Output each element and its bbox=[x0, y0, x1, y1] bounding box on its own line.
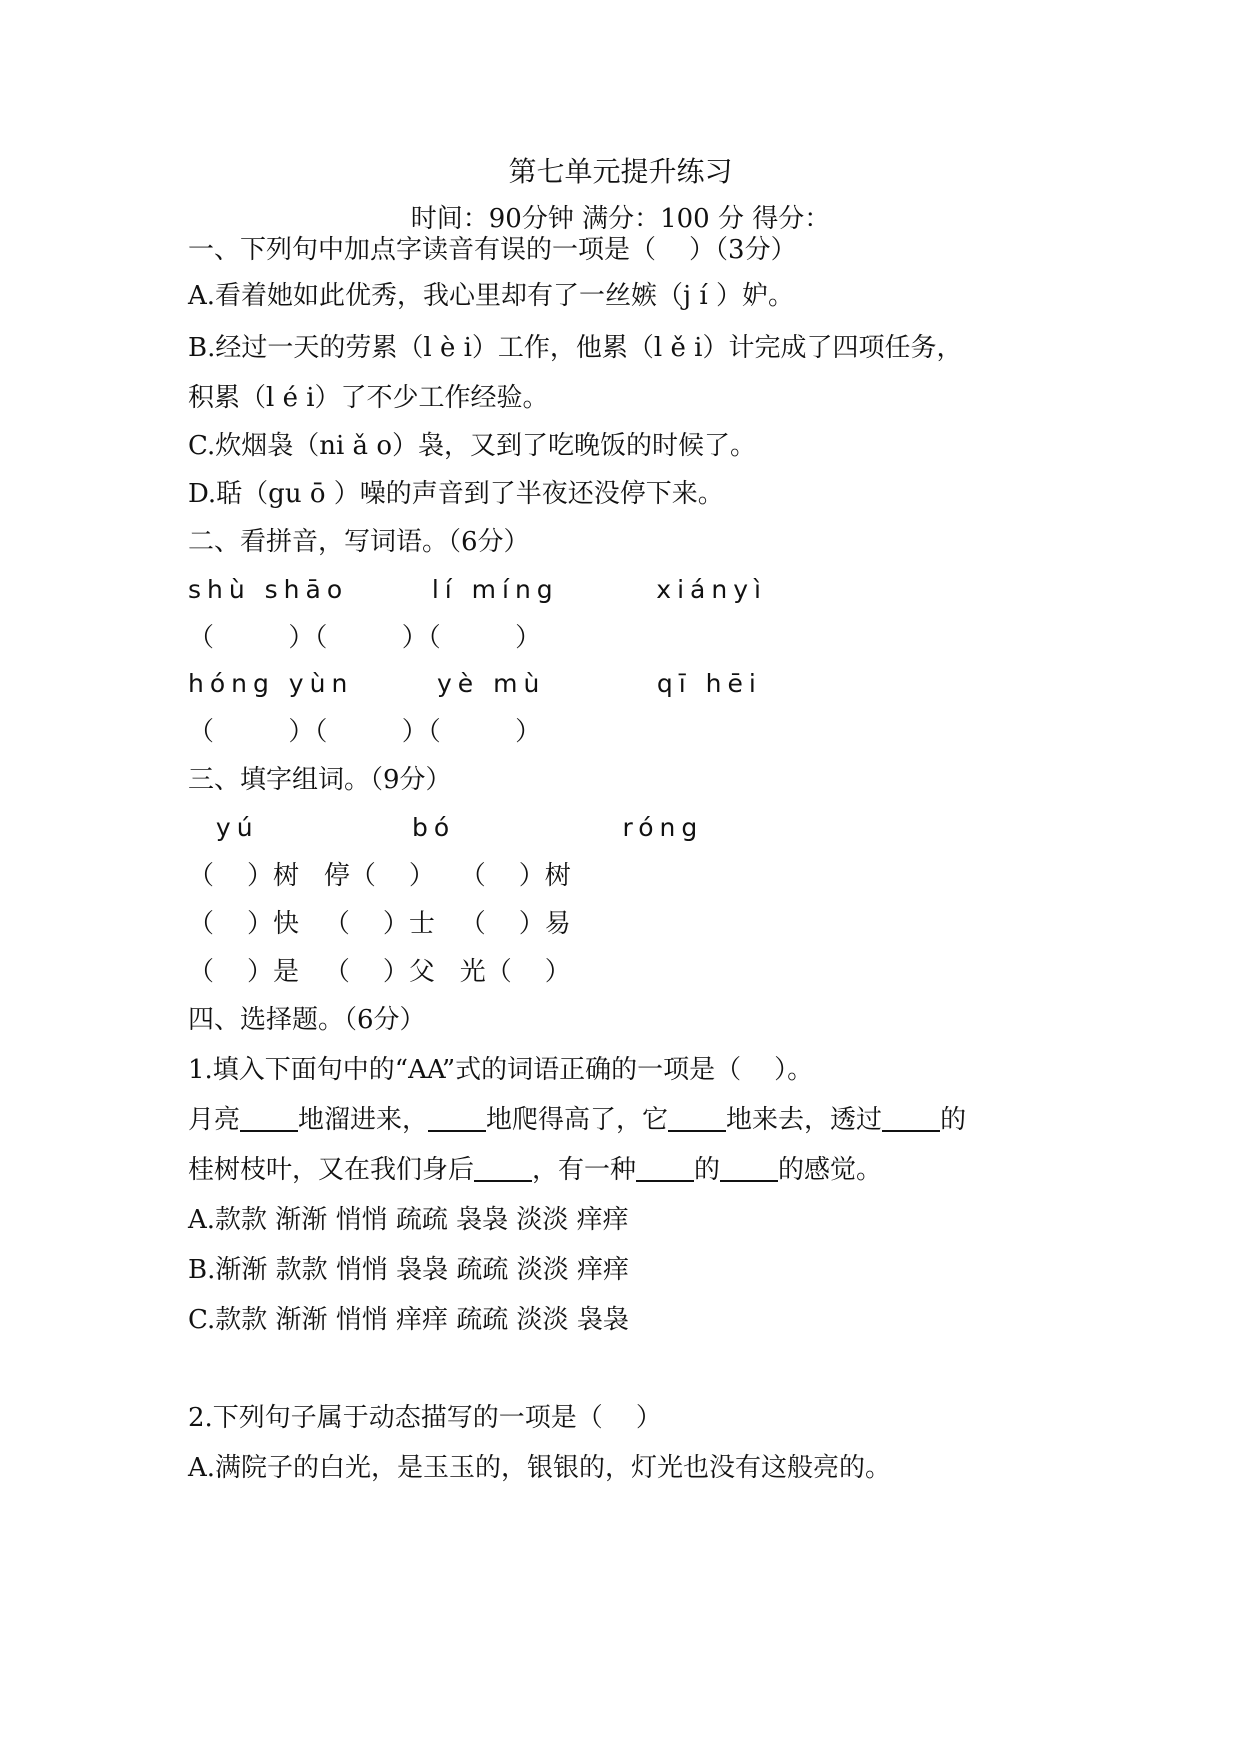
q3-row2: （ ）快 （ ）士 （ ）易 bbox=[188, 909, 571, 939]
answer-blank[interactable] bbox=[668, 1104, 726, 1132]
page-title: 第七单元提升练习 bbox=[508, 155, 733, 188]
q4-passage-line2: 桂树枝叶，又在我们身后 ，有一种 的 的感觉。 bbox=[188, 1155, 883, 1185]
q1-heading: 一、下列句中加点字读音有误的一项是（ ）（3分） bbox=[188, 235, 797, 265]
answer-blank[interactable] bbox=[428, 1104, 486, 1132]
q1-option-b-line1: B.经过一天的劳累（l è i）工作，他累（l ě i）计完成了四项任务， bbox=[188, 333, 963, 363]
q4-sub1-option-c: C.款款 渐渐 悄悄 痒痒 疏疏 淡淡 袅袅 bbox=[188, 1305, 629, 1335]
answer-blank[interactable] bbox=[720, 1154, 778, 1182]
exam-meta: 时间：90分钟 满分：100 分 得分： bbox=[410, 204, 831, 234]
q1-option-a: A.看着她如此优秀，我心里却有了一丝嫉（j í ）妒。 bbox=[188, 281, 794, 311]
q1-option-c: C.炊烟袅（ni ǎ o）袅，又到了吃晚饭的时候了。 bbox=[188, 431, 756, 461]
q1-option-d: D.聒（gu ō ）噪的声音到了半夜还没停下来。 bbox=[188, 479, 724, 509]
q2-blanks-row1: （ ）（ ）（ ） bbox=[188, 623, 542, 653]
q4-sub1-option-b: B.渐渐 款款 悄悄 袅袅 疏疏 淡淡 痒痒 bbox=[188, 1255, 629, 1285]
q4-sub2-option-a: A.满院子的白光，是玉玉的，银银的，灯光也没有这般亮的。 bbox=[188, 1453, 892, 1483]
answer-blank[interactable] bbox=[240, 1104, 298, 1132]
q4-sub1-prompt: 1.填入下面句中的“AA”式的词语正确的一项是（ ）。 bbox=[188, 1055, 814, 1085]
answer-blank[interactable] bbox=[882, 1104, 940, 1132]
q2-heading: 二、看拼音，写词语。（6分） bbox=[188, 527, 530, 557]
q3-pinyin-row: yú bó róng bbox=[188, 813, 704, 842]
q2-pinyin-row1: shù shāo lí míng xiányì bbox=[188, 575, 767, 604]
answer-blank[interactable] bbox=[474, 1154, 532, 1182]
q4-heading: 四、选择题。（6分） bbox=[188, 1005, 426, 1035]
q3-row3: （ ）是 （ ）父 光（ ） bbox=[188, 957, 571, 987]
q3-heading: 三、填字组词。（9分） bbox=[188, 765, 452, 795]
q4-sub1-option-a: A.款款 渐渐 悄悄 疏疏 袅袅 淡淡 痒痒 bbox=[188, 1205, 629, 1235]
q2-blanks-row2: （ ）（ ）（ ） bbox=[188, 717, 542, 747]
q1-option-b-line2: 积累（l é i）了不少工作经验。 bbox=[188, 383, 549, 413]
q4-passage-line1: 月亮 地溜进来， 地爬得高了，它 地来去，透过 的 bbox=[188, 1105, 967, 1135]
answer-blank[interactable] bbox=[636, 1154, 694, 1182]
q2-pinyin-row2: hóng yùn yè mù qī hēi bbox=[188, 669, 762, 698]
q4-sub2-prompt: 2.下列句子属于动态描写的一项是（ ） bbox=[188, 1403, 662, 1433]
q3-row1: （ ）树 停（ ） （ ）树 bbox=[188, 861, 571, 891]
